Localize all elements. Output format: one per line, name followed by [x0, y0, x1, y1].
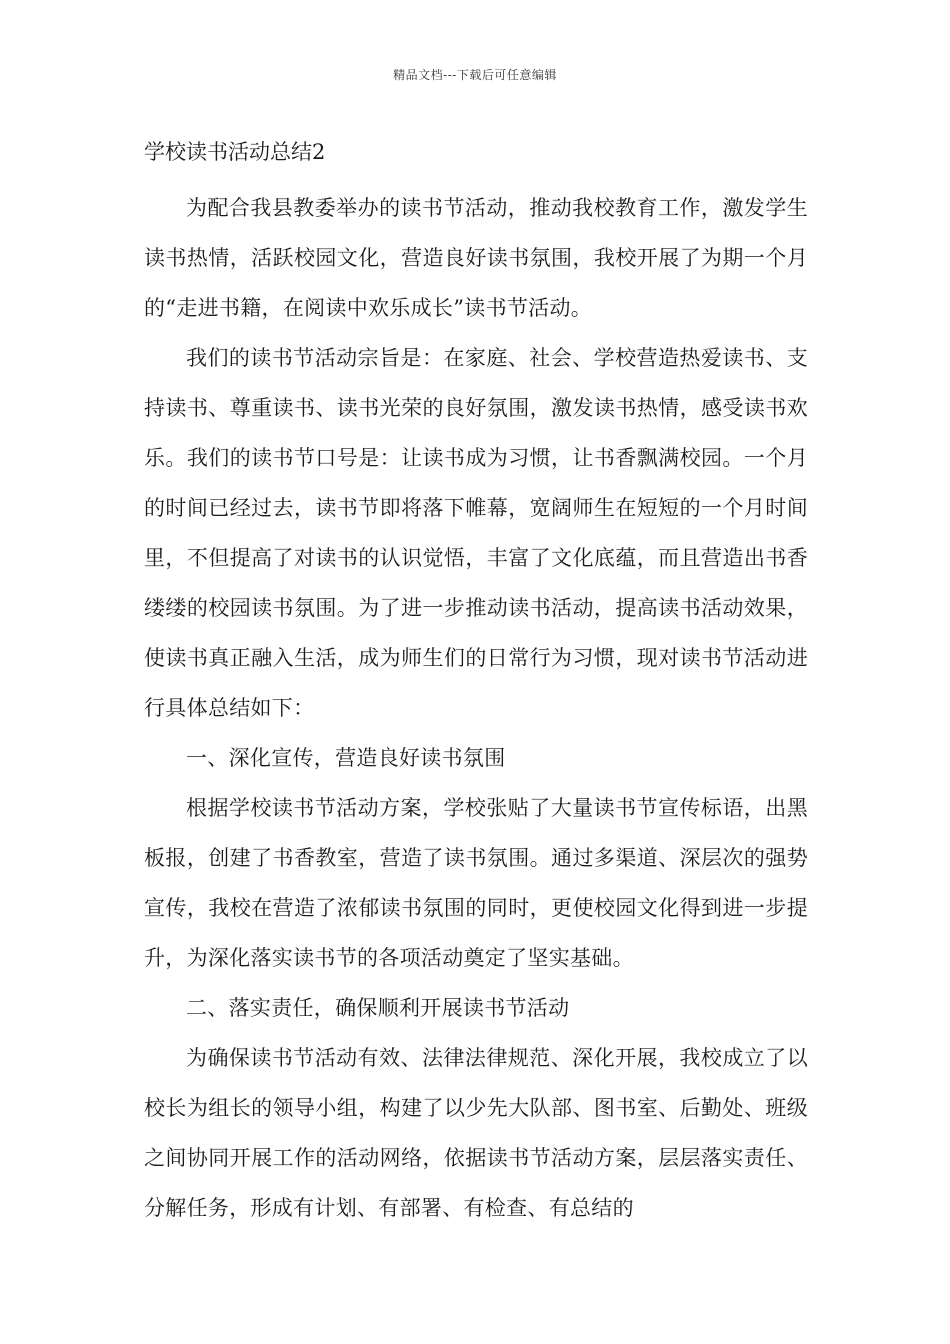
- document-body: [144, 133, 808, 1233]
- document-title: 学校读书活动总结2: [144, 140, 326, 164]
- paragraph-purpose: 我们的读书节活动宗旨是：在家庭、社会、学校营造热爱读书、支持读书、尊重读书、读书光荣的良好氛围，激发读书热情，感受读书欢乐。我们的读书节口号是：让读书成为习惯，让书香飘满校园。一个月的时间已经过去，读书节即将落下帷幕，宽阔师生在短短的一个月时间里，不但提高了对读书的认识觉悟，丰富了文化底蕴，而且营造出书香缕缕的校园读书氛围。为了进一步推动读书活动，提高读书活动效果，使读书真正融入生活，成为师生们的日常行为习惯，现对读书节活动进行具体总结如下：: [144, 346, 808, 720]
- section-heading-1: 一、深化宣传，营造良好读书氛围: [186, 746, 506, 770]
- paragraph-intro: 为配合我县教委举办的读书节活动，推动我校教育工作，激发学生读书热情，活跃校园文化，营造良好读书氛围，我校开展了为期一个月的“走进书籍，在阅读中欢乐成长”读书节活动。: [144, 196, 808, 320]
- section-heading-2: 二、落实责任，确保顺利开展读书节活动: [186, 996, 570, 1020]
- page-header: 精品文档---下载后可任意编辑: [393, 68, 557, 82]
- paragraph-section-1: 根据学校读书节活动方案，学校张贴了大量读书节宣传标语，出黑板报，创建了书香教室，营造了读书氛围。通过多渠道、深层次的强势宣传，我校在营造了浓郁读书氛围的同时，更使校园文化得到进一步提升，为深化落实读书节的各项活动奠定了坚实基础。: [144, 796, 808, 970]
- paragraph-section-2: 为确保读书节活动有效、法律法律规范、深化开展，我校成立了以校长为组长的领导小组，构建了以少先大队部、图书室、后勤处、班级之间协同开展工作的活动网络，依据读书节活动方案，层层落实责任、分解任务，形成有计划、有部署、有检查、有总结的: [144, 1046, 808, 1220]
